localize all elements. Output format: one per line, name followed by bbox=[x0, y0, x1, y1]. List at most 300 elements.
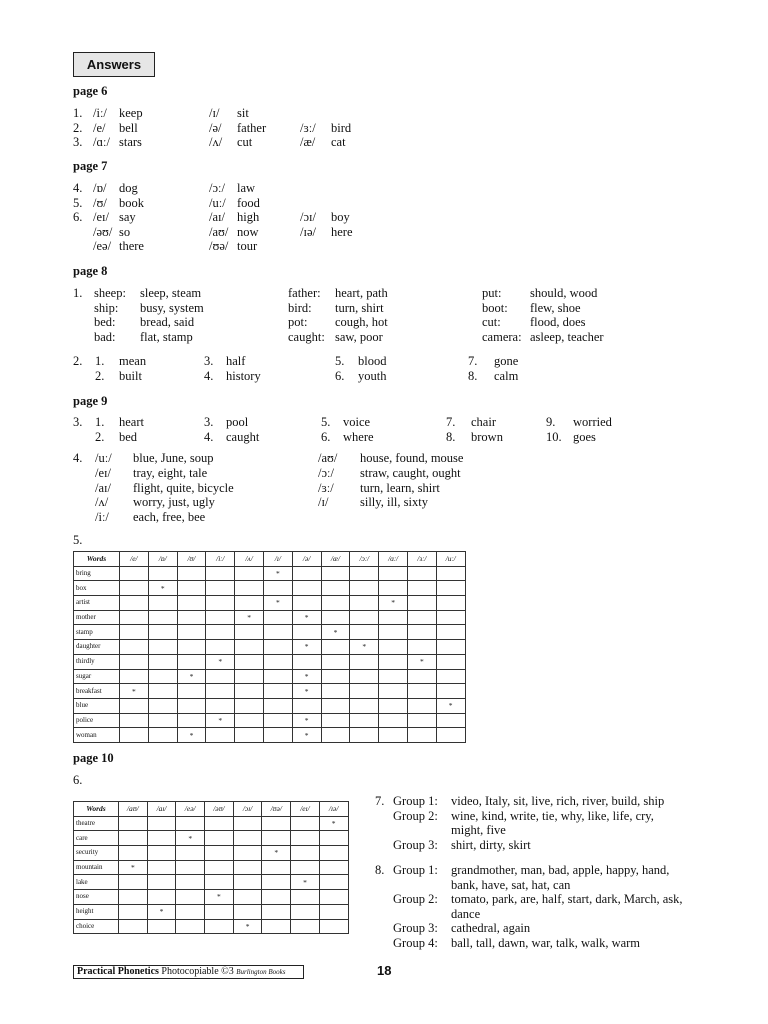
example-word: dog bbox=[119, 181, 138, 195]
sound-mark-cell bbox=[291, 816, 320, 831]
sound-mark-cell: * bbox=[205, 890, 234, 905]
sound-mark-cell bbox=[263, 669, 292, 684]
words-column-header: Words bbox=[74, 802, 119, 817]
phoneme-symbol: /eɪ/ bbox=[93, 210, 109, 225]
sound-mark-cell bbox=[119, 831, 148, 846]
sound-mark-cell bbox=[119, 904, 148, 919]
phoneme-symbol: /ɒ/ bbox=[93, 181, 107, 195]
sound-mark-cell bbox=[321, 698, 350, 713]
sound-mark-cell bbox=[407, 728, 436, 743]
sound-mark-cell bbox=[407, 581, 436, 596]
example-word: say bbox=[119, 210, 136, 225]
table-row bbox=[74, 566, 466, 581]
example-word: bird bbox=[331, 120, 352, 135]
item-number: 2. bbox=[73, 120, 83, 135]
sound-mark-cell bbox=[147, 831, 176, 846]
matching-words: straw, caught, ought bbox=[360, 465, 461, 480]
item-number: 6. bbox=[335, 369, 345, 383]
sound-mark-cell bbox=[379, 713, 408, 728]
row-word: stamp bbox=[74, 625, 120, 640]
sound-mark-cell bbox=[176, 919, 205, 934]
example-word: cat bbox=[331, 135, 346, 150]
phoneme-column-header: /ɪə/ bbox=[319, 802, 348, 817]
sound-mark-cell bbox=[206, 684, 235, 699]
sound-mark-cell bbox=[120, 669, 149, 684]
example-word: father bbox=[237, 120, 267, 135]
sound-mark-cell bbox=[177, 625, 206, 640]
sound-mark-cell: * bbox=[148, 581, 177, 596]
sound-mark-cell bbox=[147, 846, 176, 861]
sound-mark-cell bbox=[235, 698, 264, 713]
sound-mark-cell bbox=[407, 566, 436, 581]
sound-mark-cell bbox=[235, 669, 264, 684]
example-word: so bbox=[119, 224, 131, 239]
sound-mark-cell bbox=[235, 581, 264, 596]
sound-mark-cell bbox=[263, 654, 292, 669]
sound-mark-cell bbox=[206, 625, 235, 640]
sound-mark-cell bbox=[436, 654, 465, 669]
sound-mark-cell bbox=[148, 713, 177, 728]
words-column-header: Words bbox=[74, 552, 120, 567]
exercise-number: 8. bbox=[375, 863, 385, 877]
matching-words: flat, stamp bbox=[140, 329, 193, 344]
phoneme-column-header: /eɪ/ bbox=[291, 802, 320, 817]
sound-mark-cell: * bbox=[177, 669, 206, 684]
example-word: food bbox=[237, 195, 260, 210]
row-word: mother bbox=[74, 610, 120, 625]
sound-mark-cell: * bbox=[350, 640, 379, 655]
sound-mark-cell bbox=[350, 713, 379, 728]
sound-mark-cell bbox=[407, 698, 436, 713]
matching-words: heart, path bbox=[335, 286, 388, 300]
group-label: Group 3: bbox=[393, 837, 438, 852]
phoneme-column-header: /ɑː/ bbox=[379, 552, 408, 567]
sound-mark-cell bbox=[148, 669, 177, 684]
phoneme-column-header: /eə/ bbox=[176, 802, 205, 817]
phoneme-column-header: /iː/ bbox=[206, 552, 235, 567]
sound-mark-cell bbox=[176, 875, 205, 890]
sound-mark-cell: * bbox=[235, 610, 264, 625]
table-row bbox=[74, 698, 466, 713]
phoneme-symbol: /aɪ/ bbox=[209, 210, 225, 225]
phoneme-symbol: /ʌ/ bbox=[95, 495, 109, 510]
key-sound-word: sheep: bbox=[94, 286, 126, 300]
phoneme-symbol: /ɪ/ bbox=[318, 495, 329, 510]
matching-words: silly, ill, sixty bbox=[360, 495, 428, 510]
row-word: artist bbox=[74, 596, 120, 611]
sound-mark-cell bbox=[120, 581, 149, 596]
sound-mark-cell bbox=[119, 919, 148, 934]
sound-mark-cell bbox=[379, 728, 408, 743]
phoneme-column-header: /ɔɪ/ bbox=[233, 802, 262, 817]
example-word: law bbox=[237, 181, 256, 195]
sound-mark-cell bbox=[436, 640, 465, 655]
phoneme-symbol: /eɪ/ bbox=[95, 465, 111, 480]
group-label: Group 1: bbox=[393, 863, 438, 877]
sound-mark-cell bbox=[206, 610, 235, 625]
phoneme-table-5 bbox=[73, 551, 466, 743]
sound-mark-cell bbox=[263, 728, 292, 743]
answers-heading-box bbox=[73, 52, 155, 77]
phoneme-column-header: /ʊə/ bbox=[262, 802, 291, 817]
answer-word: half bbox=[226, 354, 246, 368]
sound-mark-cell bbox=[235, 625, 264, 640]
sound-mark-cell bbox=[263, 698, 292, 713]
sound-mark-cell bbox=[177, 698, 206, 713]
row-word: breakfast bbox=[74, 684, 120, 699]
table-row bbox=[74, 610, 466, 625]
item-number: 5. bbox=[73, 195, 83, 210]
phoneme-column-header: /ə/ bbox=[292, 552, 321, 567]
sound-mark-cell: * bbox=[233, 919, 262, 934]
answer-word: pool bbox=[226, 415, 249, 429]
page-9-heading: page 9 bbox=[73, 394, 108, 408]
matching-words: tray, eight, tale bbox=[133, 465, 208, 480]
sound-mark-cell: * bbox=[262, 846, 291, 861]
item-number: 4. bbox=[204, 369, 214, 383]
phoneme-column-header: /ʊ/ bbox=[177, 552, 206, 567]
sound-mark-cell bbox=[120, 610, 149, 625]
matching-words: turn, shirt bbox=[335, 300, 384, 315]
sound-mark-cell bbox=[319, 919, 348, 934]
sound-mark-cell bbox=[291, 890, 320, 905]
sound-mark-cell bbox=[176, 846, 205, 861]
phoneme-column-header: /e/ bbox=[120, 552, 149, 567]
key-sound-word: caught: bbox=[288, 329, 325, 344]
sound-mark-cell bbox=[206, 669, 235, 684]
exercise-number: 6. bbox=[73, 773, 83, 787]
sound-mark-cell bbox=[177, 654, 206, 669]
sound-mark-cell bbox=[321, 640, 350, 655]
sound-mark-cell bbox=[321, 610, 350, 625]
row-word: choice bbox=[74, 919, 119, 934]
sound-mark-cell: * bbox=[292, 610, 321, 625]
sound-mark-cell bbox=[177, 610, 206, 625]
table-row bbox=[74, 728, 466, 743]
answer-word: caught bbox=[226, 430, 260, 444]
sound-mark-cell bbox=[176, 816, 205, 831]
matching-words: house, found, mouse bbox=[360, 451, 464, 465]
table-row bbox=[74, 919, 349, 934]
sound-mark-cell bbox=[206, 640, 235, 655]
sound-mark-cell bbox=[235, 684, 264, 699]
matching-words: cough, hot bbox=[335, 315, 388, 330]
key-sound-word: cut: bbox=[482, 315, 501, 330]
sound-mark-cell bbox=[235, 728, 264, 743]
sound-mark-cell bbox=[177, 713, 206, 728]
sound-mark-cell bbox=[407, 640, 436, 655]
sound-mark-cell bbox=[319, 890, 348, 905]
sound-mark-cell bbox=[321, 581, 350, 596]
sound-mark-cell bbox=[206, 566, 235, 581]
sound-mark-cell bbox=[147, 875, 176, 890]
sound-mark-cell bbox=[206, 581, 235, 596]
example-word: sit bbox=[237, 106, 249, 120]
sound-mark-cell bbox=[292, 581, 321, 596]
row-word: care bbox=[74, 831, 119, 846]
item-number: 5. bbox=[335, 354, 345, 368]
item-number: 3. bbox=[204, 354, 214, 368]
sound-mark-cell bbox=[120, 596, 149, 611]
exercise-number: 1. bbox=[73, 286, 83, 300]
example-word: cut bbox=[237, 135, 253, 150]
sound-mark-cell bbox=[206, 596, 235, 611]
matching-words: sleep, steam bbox=[140, 286, 202, 300]
sound-mark-cell bbox=[379, 581, 408, 596]
sound-mark-cell bbox=[379, 625, 408, 640]
sound-mark-cell bbox=[407, 610, 436, 625]
example-word: stars bbox=[119, 135, 142, 150]
sound-mark-cell bbox=[119, 816, 148, 831]
table-header-row bbox=[74, 802, 349, 817]
table-row bbox=[74, 890, 349, 905]
answers-label: Answers bbox=[86, 57, 142, 72]
sound-mark-cell bbox=[436, 669, 465, 684]
sound-mark-cell bbox=[233, 860, 262, 875]
row-word: police bbox=[74, 713, 120, 728]
phoneme-symbol: /iː/ bbox=[95, 510, 109, 525]
sound-mark-cell bbox=[177, 684, 206, 699]
sound-mark-cell bbox=[205, 904, 234, 919]
item-number: 9. bbox=[546, 415, 556, 429]
footer-credit bbox=[73, 965, 304, 979]
footer-year: 3 bbox=[228, 966, 234, 977]
sound-mark-cell bbox=[176, 860, 205, 875]
sound-mark-cell: * bbox=[263, 596, 292, 611]
sound-mark-cell bbox=[407, 596, 436, 611]
sound-mark-cell bbox=[321, 566, 350, 581]
phoneme-symbol: /aʊ/ bbox=[318, 451, 338, 465]
matching-words: blue, June, soup bbox=[133, 451, 214, 465]
phoneme-symbol: /ɔː/ bbox=[209, 181, 225, 195]
exercise-number: 4. bbox=[73, 451, 83, 465]
sound-mark-cell bbox=[291, 860, 320, 875]
sound-mark-cell: * bbox=[319, 816, 348, 831]
table-row bbox=[74, 831, 349, 846]
matching-words: should, wood bbox=[530, 286, 598, 300]
sound-mark-cell bbox=[262, 875, 291, 890]
phoneme-symbol: /ʊə/ bbox=[209, 239, 229, 254]
sound-mark-cell bbox=[291, 919, 320, 934]
answer-word: voice bbox=[343, 415, 371, 429]
item-number: 1. bbox=[73, 106, 83, 120]
sound-mark-cell bbox=[319, 904, 348, 919]
sound-mark-cell bbox=[147, 860, 176, 875]
sound-mark-cell bbox=[262, 904, 291, 919]
sound-mark-cell bbox=[148, 640, 177, 655]
group-words: video, Italy, sit, live, rich, river, build, ship bbox=[451, 794, 665, 808]
item-number: 6. bbox=[73, 210, 83, 225]
sound-mark-cell bbox=[263, 684, 292, 699]
sound-mark-cell bbox=[379, 698, 408, 713]
table-row bbox=[74, 581, 466, 596]
sound-mark-cell bbox=[350, 625, 379, 640]
table-row bbox=[74, 816, 349, 831]
sound-mark-cell bbox=[148, 566, 177, 581]
sound-mark-cell bbox=[147, 816, 176, 831]
sound-mark-cell bbox=[120, 640, 149, 655]
phoneme-symbol: /əʊ/ bbox=[93, 224, 113, 239]
matching-words: flew, shoe bbox=[530, 300, 581, 315]
item-number: 8. bbox=[468, 369, 478, 383]
key-sound-word: camera: bbox=[482, 329, 522, 344]
sound-mark-cell bbox=[120, 728, 149, 743]
sound-mark-cell bbox=[120, 654, 149, 669]
page-10-heading: page 10 bbox=[73, 751, 114, 765]
phoneme-symbol: /eə/ bbox=[93, 239, 112, 254]
sound-mark-cell bbox=[148, 654, 177, 669]
answer-word: gone bbox=[494, 354, 519, 368]
sound-mark-cell bbox=[319, 875, 348, 890]
sound-mark-cell bbox=[120, 625, 149, 640]
table-row bbox=[74, 654, 466, 669]
example-word: keep bbox=[119, 106, 143, 120]
sound-mark-cell bbox=[205, 846, 234, 861]
sound-mark-cell bbox=[148, 684, 177, 699]
table-row bbox=[74, 625, 466, 640]
answer-word: where bbox=[343, 430, 374, 444]
answer-word: youth bbox=[358, 369, 387, 383]
matching-words: busy, system bbox=[140, 300, 204, 315]
matching-words: asleep, teacher bbox=[530, 329, 604, 344]
sound-mark-cell bbox=[291, 831, 320, 846]
item-number: 6. bbox=[321, 430, 331, 444]
sound-mark-cell bbox=[350, 610, 379, 625]
sound-mark-cell: * bbox=[407, 654, 436, 669]
phoneme-symbol: /ɔː/ bbox=[318, 465, 334, 480]
sound-mark-cell bbox=[148, 698, 177, 713]
row-word: security bbox=[74, 846, 119, 861]
sound-mark-cell bbox=[350, 566, 379, 581]
row-word: theatre bbox=[74, 816, 119, 831]
matching-words: turn, learn, shirt bbox=[360, 480, 440, 495]
sound-mark-cell bbox=[233, 846, 262, 861]
page-number: 18 bbox=[377, 963, 392, 978]
sound-mark-cell bbox=[148, 610, 177, 625]
row-word: box bbox=[74, 581, 120, 596]
group-words: shirt, dirty, skirt bbox=[451, 837, 531, 852]
sound-mark-cell bbox=[119, 890, 148, 905]
table-row bbox=[74, 669, 466, 684]
table-row bbox=[74, 860, 349, 875]
sound-mark-cell bbox=[436, 566, 465, 581]
table-row bbox=[74, 596, 466, 611]
sound-mark-cell bbox=[321, 596, 350, 611]
matching-words: saw, poor bbox=[335, 329, 383, 344]
sound-mark-cell bbox=[379, 610, 408, 625]
group-words: cathedral, again bbox=[451, 921, 531, 936]
sound-mark-cell bbox=[436, 684, 465, 699]
group-words: grandmother, man, bad, apple, happy, hand, bbox=[451, 863, 670, 877]
photocopiable-notice: Photocopiable © bbox=[161, 966, 229, 977]
sound-mark-cell: * bbox=[292, 669, 321, 684]
sound-mark-cell bbox=[177, 581, 206, 596]
phoneme-table-6 bbox=[73, 801, 349, 934]
sound-mark-cell bbox=[120, 698, 149, 713]
sound-mark-cell bbox=[319, 860, 348, 875]
item-number: 2. bbox=[95, 369, 105, 383]
sound-mark-cell bbox=[148, 625, 177, 640]
item-number: 7. bbox=[468, 354, 478, 368]
matching-words: flight, quite, bicycle bbox=[133, 480, 234, 495]
sound-mark-cell bbox=[263, 640, 292, 655]
key-sound-word: father: bbox=[288, 286, 321, 300]
item-number: 10. bbox=[546, 430, 562, 444]
answer-word: built bbox=[119, 369, 142, 383]
phoneme-column-header: /əʊ/ bbox=[205, 802, 234, 817]
group-label: Group 2: bbox=[393, 892, 438, 907]
group-words: might, five bbox=[451, 823, 506, 838]
sound-mark-cell bbox=[205, 831, 234, 846]
phoneme-column-header: /ɜː/ bbox=[407, 552, 436, 567]
phoneme-symbol: /ɑː/ bbox=[93, 135, 110, 150]
sound-mark-cell bbox=[319, 846, 348, 861]
phoneme-symbol: /uː/ bbox=[209, 195, 226, 210]
sound-mark-cell bbox=[235, 566, 264, 581]
phoneme-symbol: /iː/ bbox=[93, 106, 107, 120]
exercise-number: 3. bbox=[73, 415, 83, 429]
sound-mark-cell bbox=[379, 684, 408, 699]
group-words: wine, kind, write, tie, why, like, life, cry, bbox=[451, 808, 654, 823]
key-sound-word: bad: bbox=[94, 329, 116, 344]
sound-mark-cell bbox=[120, 713, 149, 728]
sound-mark-cell bbox=[147, 890, 176, 905]
phoneme-symbol: /ɪ/ bbox=[209, 106, 220, 120]
sound-mark-cell bbox=[235, 640, 264, 655]
sound-mark-cell: * bbox=[147, 904, 176, 919]
key-sound-word: ship: bbox=[94, 300, 119, 315]
sound-mark-cell bbox=[291, 904, 320, 919]
answer-word: chair bbox=[471, 415, 496, 429]
phoneme-symbol: /aʊ/ bbox=[209, 224, 229, 239]
sound-mark-cell bbox=[379, 566, 408, 581]
sound-mark-cell bbox=[177, 640, 206, 655]
sound-mark-cell bbox=[262, 831, 291, 846]
phoneme-column-header: /uː/ bbox=[436, 552, 465, 567]
group-label: Group 3: bbox=[393, 921, 438, 936]
sound-mark-cell bbox=[206, 728, 235, 743]
item-number: 2. bbox=[95, 430, 105, 444]
row-word: thirdly bbox=[74, 654, 120, 669]
sound-mark-cell bbox=[205, 860, 234, 875]
sound-mark-cell bbox=[292, 625, 321, 640]
sound-mark-cell bbox=[176, 904, 205, 919]
sound-mark-cell bbox=[350, 654, 379, 669]
key-sound-word: pot: bbox=[288, 315, 308, 330]
answer-word: mean bbox=[119, 354, 147, 368]
book-title: Practical Phonetics bbox=[77, 966, 159, 977]
group-words: bank, have, sat, hat, can bbox=[451, 877, 571, 892]
example-word: here bbox=[331, 224, 353, 239]
sound-mark-cell bbox=[233, 816, 262, 831]
sound-mark-cell: * bbox=[379, 596, 408, 611]
group-label: Group 2: bbox=[393, 808, 438, 823]
page-6-heading: page 6 bbox=[73, 84, 108, 98]
sound-mark-cell bbox=[235, 596, 264, 611]
row-word: sugar bbox=[74, 669, 120, 684]
matching-words: bread, said bbox=[140, 315, 195, 330]
sound-mark-cell bbox=[350, 596, 379, 611]
sound-mark-cell bbox=[119, 846, 148, 861]
sound-mark-cell: * bbox=[263, 566, 292, 581]
sound-mark-cell bbox=[436, 581, 465, 596]
group-words: ball, tall, dawn, war, talk, walk, warm bbox=[451, 936, 641, 950]
sound-mark-cell bbox=[205, 875, 234, 890]
phoneme-column-header: /aɪ/ bbox=[147, 802, 176, 817]
sound-mark-cell: * bbox=[176, 831, 205, 846]
sound-mark-cell bbox=[407, 684, 436, 699]
sound-mark-cell: * bbox=[120, 684, 149, 699]
